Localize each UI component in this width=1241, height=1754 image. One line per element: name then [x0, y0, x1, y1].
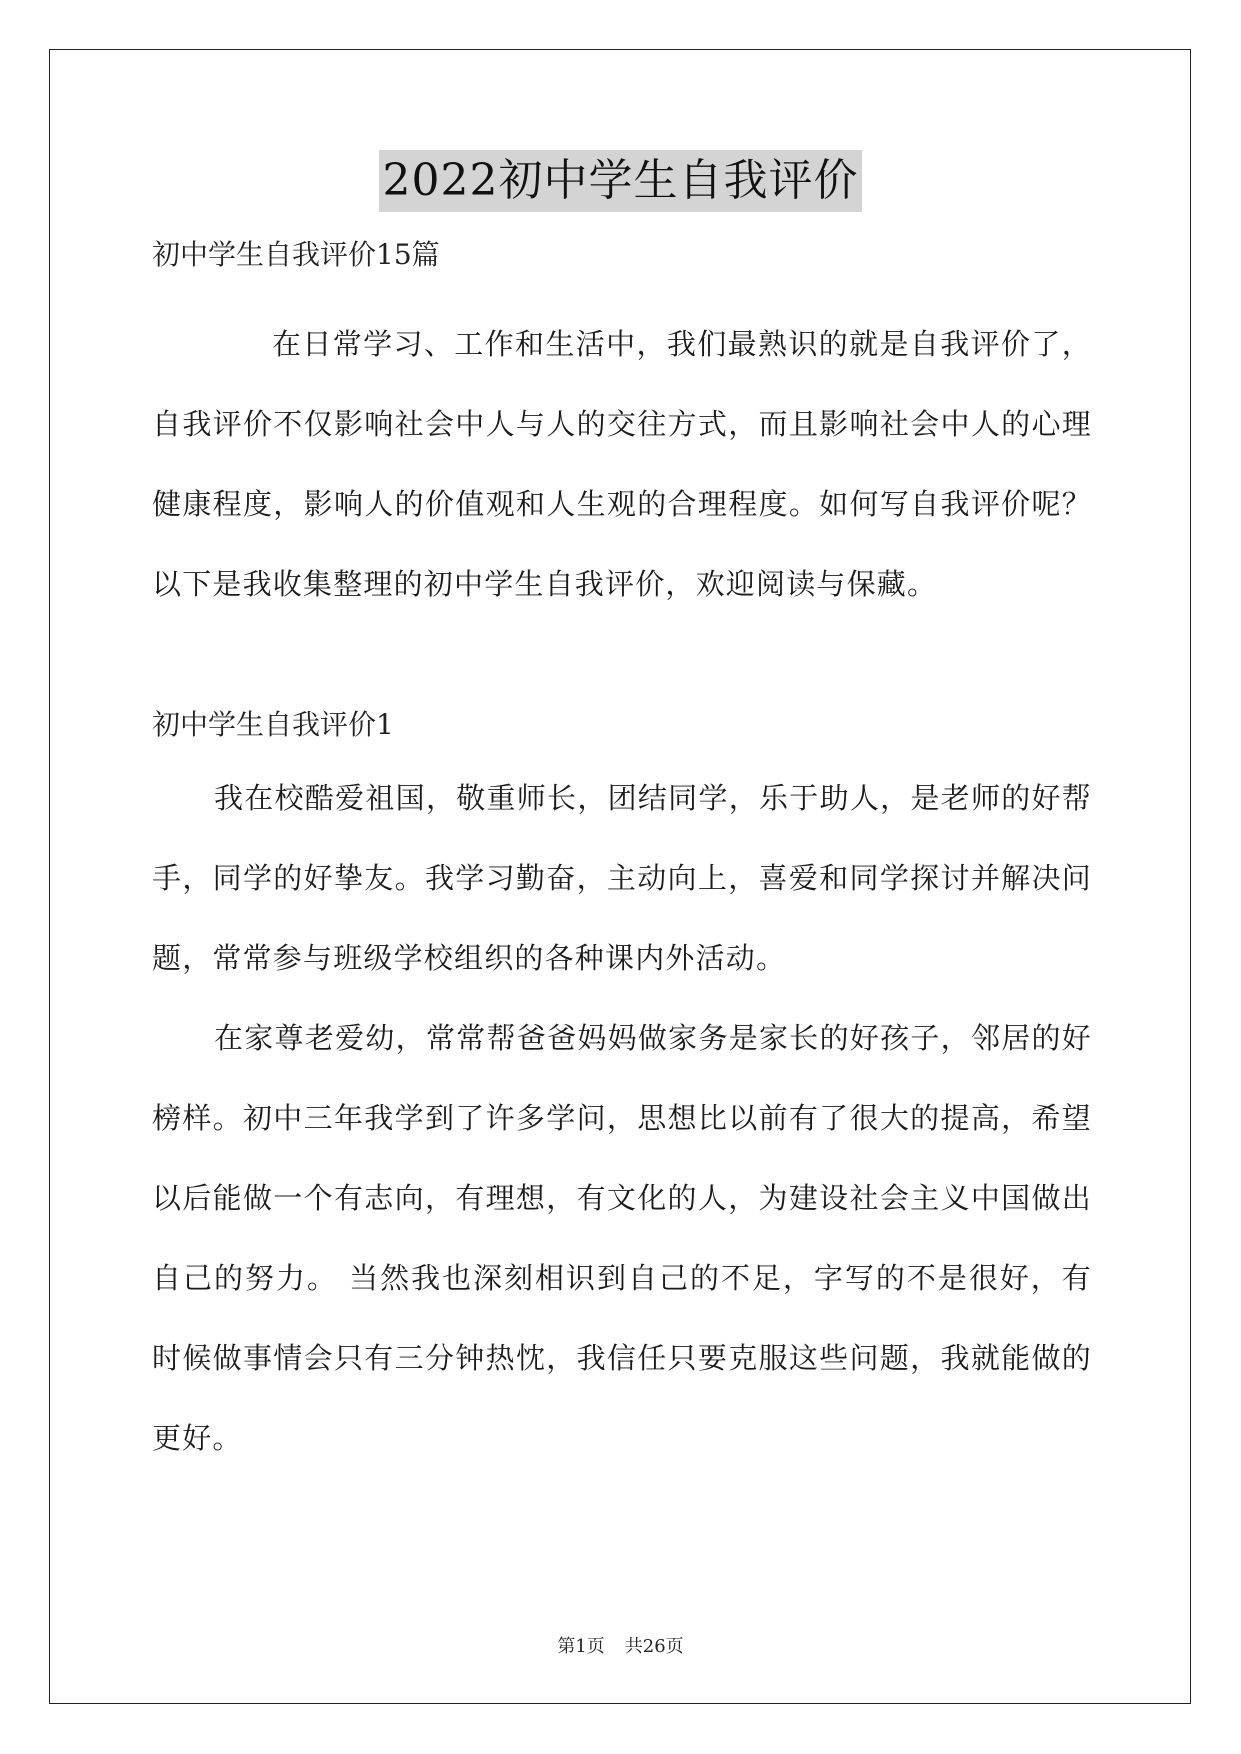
page-footer	[0, 1632, 1241, 1658]
section-paragraph-1: 我在校酷爱祖国，敬重师长，团结同学，乐于助人，是老师的好帮手，同学的好挚友。我学习勤奋，主动向上，喜爱和同学探讨并解决问题，常常参与班级学校组织的各种课内外活动。	[152, 781, 1092, 975]
document-title: 2022初中学生自我评价	[379, 150, 863, 212]
document-subtitle: 初中学生自我评价15篇	[152, 238, 440, 271]
section-heading: 初中学生自我评价1	[152, 708, 394, 741]
page-number: 第1页	[557, 1636, 605, 1657]
section-1	[152, 702, 1092, 1478]
page-total: 共26页	[624, 1636, 684, 1657]
title-container	[0, 150, 1241, 212]
section-paragraph-2: 在家尊老爱幼，常常帮爸爸妈妈做家务是家长的好孩子，邻居的好榜样。初中三年我学到了许多学问，思想比以前有了很大的提高，希望以后能做一个有志向，有理想，有文化的人，为建设社会主义中国做出自己的努力。 当然我也深刻相识到自己的不足，字写的不是很好，有时候做事情会只有三分钟热忱，我信任只要克服这些问题，我就能做的更好。	[152, 1021, 1092, 1455]
intro-paragraph: 在日常学习、工作和生活中，我们最熟识的就是自我评价了，自我评价不仅影响社会中人与人的交往方式，而且影响社会中人的心理健康程度，影响人的价值观和人生观的合理程度。如何写自我评价呢？以下是我收集整理的初中学生自我评价，欢迎阅读与保藏。	[152, 327, 1092, 601]
document-body	[152, 232, 1092, 1478]
